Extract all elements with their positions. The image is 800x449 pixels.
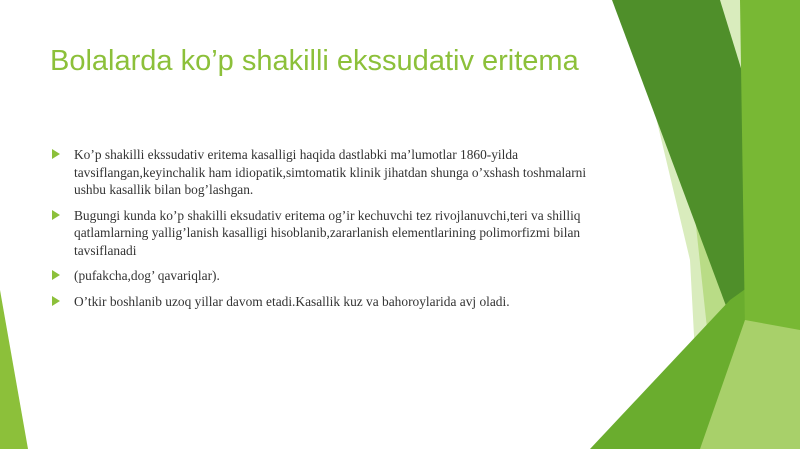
triangle-arrow-icon	[52, 210, 60, 220]
bullet-item	[52, 267, 612, 285]
triangle-arrow-icon	[52, 270, 60, 280]
bullet-text: (pufakcha,dog’ qavariqlar).	[74, 268, 220, 283]
bullet-text: Bugungi kunda ko’p shakilli eksudativ eritema og’ir kechuvchi tez rivojlanuvchi,teri va shilliq qatlamlarning yallig’lanish kasalligi hisoblanib,zararlanish elementlarining polimorfizmi bilan tavsiflanadi	[74, 207, 581, 258]
left-green-shape	[0, 290, 28, 449]
triangle-arrow-icon	[52, 149, 60, 159]
bullet-item	[52, 207, 612, 260]
bullet-list	[52, 146, 612, 318]
bullet-item	[52, 146, 612, 199]
bullet-item	[52, 293, 612, 311]
slide-title: Bolalarda ko’p shakilli ekssudativ eritema	[50, 45, 579, 77]
bullet-text: O’tkir boshlanib uzoq yillar davom etadi.Kasallik kuz va bahoroylarida avj oladi.	[74, 293, 510, 309]
bullet-text: Ko’p shakilli ekssudativ eritema kasalligi haqida dastlabki ma’lumotlar 1860-yilda tavsiflangan,keyinchalik ham idiopatik,simtomatik klinik jihatdan shunga o’xshash toshmalarni ushbu kasallik bilan bog’lashgan.	[74, 147, 587, 197]
triangle-arrow-icon	[52, 296, 60, 306]
